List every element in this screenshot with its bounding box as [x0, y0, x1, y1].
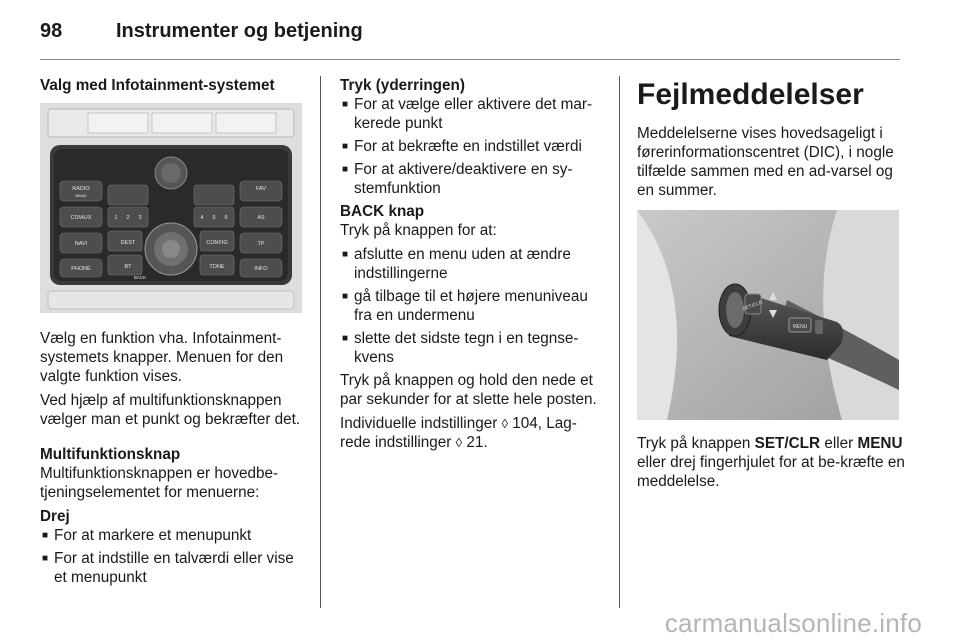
subheading-back-knap: BACK knap	[340, 203, 425, 220]
setclr-label: SET/CLR	[754, 435, 821, 452]
panel-label-config: CONFIG	[206, 240, 228, 246]
tryk-list	[340, 95, 606, 198]
press-text-c: eller drej fingerhjulet for at be-kræfte en meddelelse.	[637, 454, 905, 490]
press-text-a: Tryk på knappen	[637, 435, 751, 452]
paragraph-hold-back: Tryk på knappen og hold den nede et par sekunder for at slette hele posten.	[340, 372, 597, 408]
column-divider-2	[619, 76, 620, 608]
reference-text-c: 21.	[466, 434, 488, 451]
stalk-label-menu: MENU	[792, 324, 808, 330]
list-item: ■ afslutte en menu uden at ændre indstillingerne	[340, 245, 606, 283]
panel-label-info: INFO	[254, 266, 268, 272]
column-divider-1	[320, 76, 321, 608]
press-text-b: eller	[824, 435, 854, 452]
panel-label-tp: TP	[257, 241, 265, 247]
reference-arrow-icon: ◊	[455, 435, 463, 450]
column-1	[40, 76, 304, 591]
list-item: ■ For at aktivere/deaktivere en sy-stemfunktion	[340, 160, 606, 198]
column-2	[340, 76, 606, 457]
panel-label-bt: BT	[124, 264, 132, 270]
preset-2: 2	[126, 215, 130, 221]
stalk-label-set-clr: SET/CLR	[741, 299, 764, 313]
subheading-multifunction-knob: Multifunktionsknap	[40, 446, 181, 463]
list-item: ■ For at indstille en talværdi eller vise et menupunkt	[40, 549, 304, 587]
reference-text-b: 104, Lag-rede indstillinger	[340, 415, 577, 451]
paragraph-references	[340, 414, 606, 452]
infotainment-panel-figure	[40, 103, 302, 313]
paragraph-back-intro: Tryk på knappen for at:	[340, 222, 497, 239]
panel-label-tone: TONE	[209, 264, 225, 270]
page-title: Instrumenter og betjening	[116, 20, 363, 42]
page-number: 98	[40, 20, 63, 42]
section-heading-fejlmeddelelser: Fejlmeddelelser	[637, 78, 864, 111]
drej-list	[40, 526, 304, 587]
panel-label-navi: NAVI	[74, 241, 88, 247]
reference-text-a: Individuelle indstillinger	[340, 415, 498, 432]
paragraph-press-button	[637, 434, 905, 491]
panel-label-phone: PHONE	[71, 266, 91, 272]
preset-5: 5	[212, 215, 216, 221]
list-item: ■ gå tilbage til et højere menuniveau fra en undermenu	[340, 287, 606, 325]
back-list	[340, 245, 606, 367]
column-3	[637, 76, 905, 496]
paragraph-select-function: Vælg en funktion vha. Infotainment-systemets knapper. Menuen for den valgte funktion vises.	[40, 330, 284, 385]
list-item: ■ For at vælge eller aktivere det mar-kerede punkt	[340, 95, 606, 133]
panel-label-as: AS	[257, 215, 265, 221]
subheading-drej: Drej	[40, 508, 70, 525]
panel-label-dest: DEST	[120, 240, 136, 246]
preset-3: 3	[138, 215, 142, 221]
paragraph-messages-intro: Meddelelserne vises hovedsageligt i førerinformationscentret (DIC), i nogle tilfælde sammen med en ad-varsel og en summer.	[637, 125, 894, 199]
panel-label-back: BACK	[133, 275, 147, 280]
paragraph-multifunction-select: Ved hjælp af multifunktionsknappen vælger man et punkt og bekræfter det.	[40, 392, 301, 428]
list-item: ■ For at bekræfte en indstillet værdi	[340, 137, 606, 156]
subheading-tryk: Tryk (yderringen)	[340, 77, 465, 94]
preset-1: 1	[114, 215, 118, 221]
menu-label: MENU	[857, 435, 903, 452]
page-header	[40, 20, 363, 48]
preset-6: 6	[224, 215, 228, 221]
panel-label-fav: FAV	[256, 186, 266, 192]
paragraph-main-control: Multifunktionsknappen er hovedbe-tjeningselementet for menuerne:	[40, 465, 279, 501]
panel-label-cd-aux: CD/AUX	[70, 215, 92, 221]
list-item: ■ slette det sidste tegn i en tegnse-kvens	[340, 329, 606, 367]
panel-label-radio: RADIO	[72, 186, 90, 192]
reference-arrow-icon: ◊	[501, 416, 508, 431]
preset-4: 4	[200, 215, 204, 221]
section-heading-infotainment: Valg med Infotainment-systemet	[40, 77, 275, 94]
watermark: carmanualsonline.info	[664, 608, 922, 638]
list-item: ■ For at markere et menupunkt	[40, 526, 304, 545]
header-divider	[40, 59, 900, 60]
steering-stalk-figure	[637, 210, 899, 420]
panel-label-band: BAND	[75, 193, 87, 198]
